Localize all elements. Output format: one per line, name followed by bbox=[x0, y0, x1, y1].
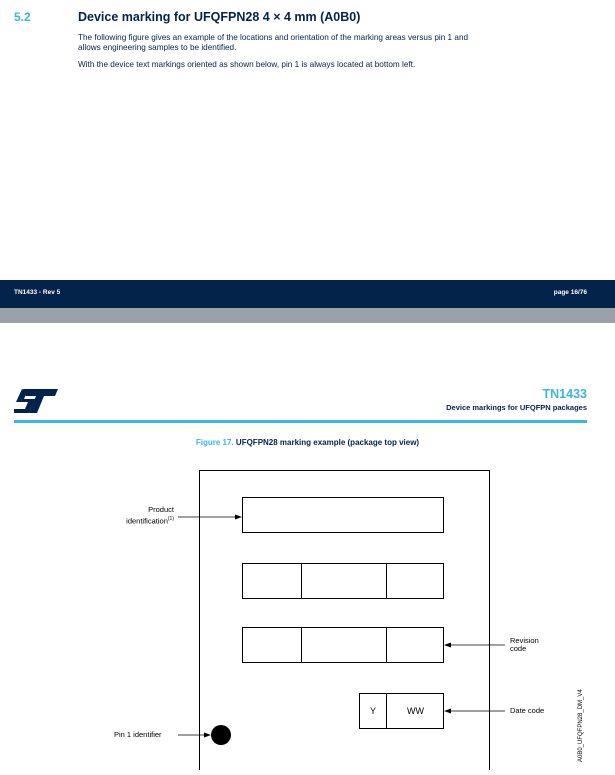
figure-id-vertical bbox=[578, 682, 588, 762]
arrow-pin1 bbox=[204, 733, 211, 738]
arrow-revision bbox=[444, 643, 451, 648]
figure-id-text: A0B0_UFQFPN28_DM_V4 bbox=[578, 689, 584, 762]
header-doc-id: TN1433 bbox=[542, 387, 587, 401]
section-title: Device marking for UFQFPN28 4 × 4 mm (A0B0) bbox=[78, 10, 361, 24]
section-number: 5.2 bbox=[14, 10, 31, 24]
arrow-date bbox=[444, 709, 451, 714]
label-product-line-2: identification bbox=[126, 516, 168, 526]
footer-doc-revision: TN1433 - Rev 5 bbox=[14, 289, 61, 296]
label-date-code: Date code bbox=[510, 706, 545, 715]
paragraph-1-line-1: The following figure gives an example of the locations and orientation of the marking areas versus pin 1 and bbox=[78, 33, 469, 42]
figure-title: UFQFPN28 marking example (package top view) bbox=[235, 438, 420, 447]
label-product-footnote: (1) bbox=[167, 516, 174, 522]
label-product-line-1: Product bbox=[148, 505, 174, 514]
paragraph-2: With the device text markings oriented as shown below, pin 1 is always located at bottom left. bbox=[78, 60, 416, 69]
paragraph-1-line-2: allows engineering samples to be identified. bbox=[78, 43, 237, 52]
header-subtitle: Device markings for UFQFPN packages bbox=[446, 403, 587, 412]
arrow-product bbox=[235, 515, 242, 520]
footer-page-number: page 16/76 bbox=[553, 289, 587, 296]
label-pin1: Pin 1 identifier bbox=[114, 730, 162, 739]
figure-number: Figure 17. bbox=[195, 438, 234, 447]
date-code-week: WW bbox=[407, 706, 424, 716]
label-product bbox=[100, 515, 174, 526]
label-revision-line-1: Revision bbox=[510, 636, 539, 645]
label-revision-line-2: code bbox=[510, 644, 527, 653]
date-code-year: Y bbox=[369, 706, 376, 716]
